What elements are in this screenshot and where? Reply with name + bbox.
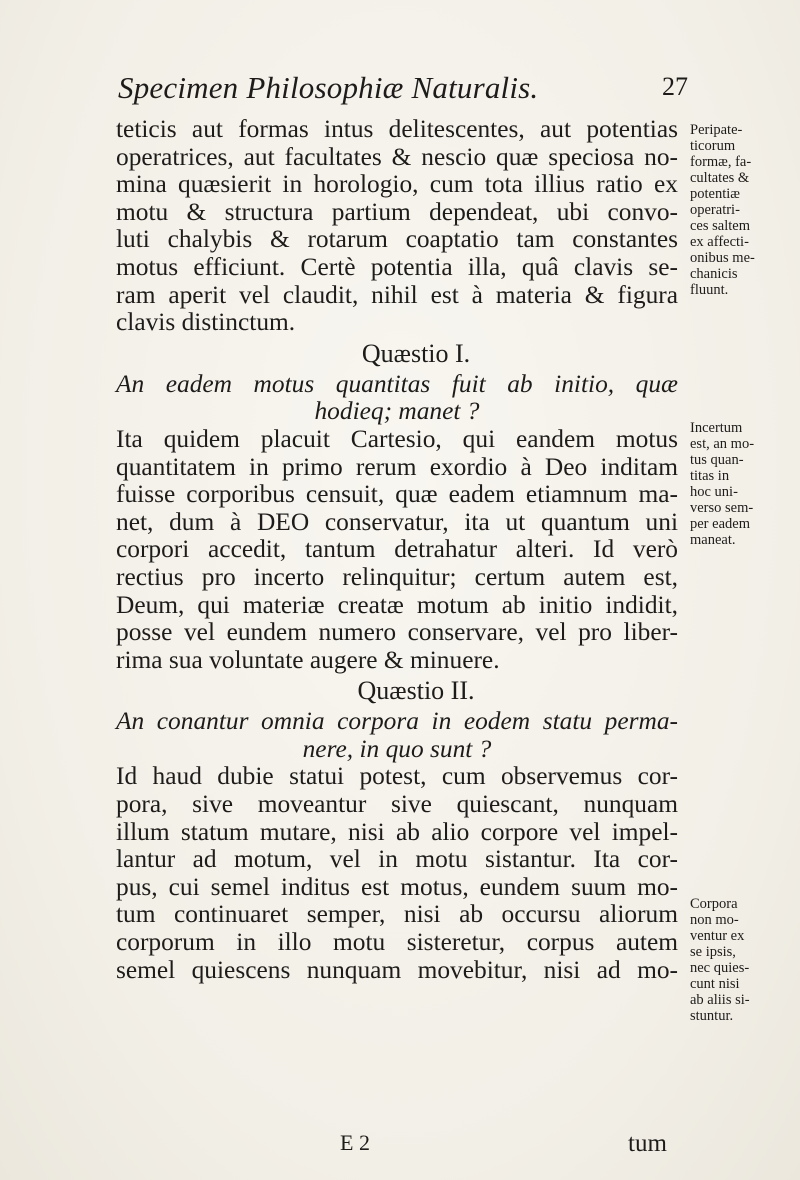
margin-note-line: se ipsis, [690,944,736,960]
text-line: pora, sive moveantur sive quiescant, nunquam [116,790,678,819]
question-title-line: nere, in quo sunt ? [302,734,492,763]
margin-note-peripatetics [690,122,794,298]
question-2-title [116,708,678,763]
paragraph-1 [116,116,678,337]
text-line: posse vel eundem numero conservare, vel pro liber- [116,618,678,647]
margin-note-line: fluunt. [690,282,729,298]
question-1-title [116,371,678,426]
margin-note-line: Peripate- [690,122,743,138]
catchword: tum [628,1130,667,1157]
text-line: motus efficiunt. Certè potentia illa, quâ clavis se- [116,252,678,281]
margin-note-line: formæ, fa- [690,154,752,170]
question-2-body [116,763,678,984]
text-line: operatrices, aut facultates & nescio quæ speciosa no- [116,142,678,171]
text-line: mina quæsierit in horologio, cum tota illius ratio ex [116,170,678,199]
margin-note-line: operatri- [690,202,740,218]
margin-note-line: titas in [690,468,730,484]
text-line: net, dum à DEO conservatur, ita ut quantum uni [116,507,678,536]
margin-note-line: hoc uni- [690,484,738,500]
margin-note-bodies [690,896,794,1024]
margin-note-line: Incertum [690,420,743,436]
question-title-line: An conantur omnia corpora in eodem statu perma- [116,707,678,736]
running-title: Specimen Philosophiæ Naturalis. [118,70,539,105]
margin-note-line: onibus me- [690,250,755,266]
question-1-heading: Quæstio I. [361,338,471,368]
margin-note-line: ticorum [690,138,736,154]
margin-note-line: cunt nisi [690,976,740,992]
text-line: rima sua voluntate augere & minuere. [116,645,500,674]
text-line: teticis aut formas intus delitescentes, aut potentias [116,115,678,143]
main-text [116,116,678,984]
margin-note-line: est, an mo- [690,436,755,452]
text-line: rectius pro incerto relinquitur; certum autem est, [116,562,678,591]
signature-mark: E 2 [340,1130,370,1155]
margin-note-line: tus quan- [690,452,744,468]
margin-note-line: maneat. [690,532,736,548]
text-line: Id haud dubie statui potest, cum observemus cor- [116,762,678,791]
text-line: motu & structura partium dependeat, ubi convo- [116,197,678,226]
text-line: illum statum mutare, nisi ab alio corpore vel impel- [116,817,678,846]
margin-note-line: chanicis [690,266,738,282]
text-line: semel quiescens nunquam movebitur, nisi ad mo- [116,955,678,984]
text-line: Ita quidem placuit Cartesio, qui eandem motus [116,424,678,453]
margin-note-line: non mo- [690,912,739,928]
margin-note-line: nec quies- [690,960,750,976]
margin-note-line: ces saltem [690,218,750,234]
text-line: corpori accedit, tantum detrahatur alteri. Id verò [116,535,678,564]
question-1-body [116,426,678,674]
margin-note-line: per eadem [690,516,750,532]
running-header [118,70,688,110]
text-line: luti chalybis & rotarum coaptatio tam constantes [116,225,678,254]
page-number: 27 [662,72,688,101]
margin-note-motion-quantity [690,420,794,548]
margin-note-line: ab aliis si- [690,992,750,1008]
text-line: corporum in illo motu sisteretur, corpus autem [116,928,678,957]
question-title-line: hodieq; manet ? [314,397,480,426]
question-title-line: An eadem motus quantitas fuit ab initio, quæ [116,369,678,398]
text-line: lantur ad motum, vel in motu sistantur. Ita cor- [116,845,678,874]
margin-note-line: cultates & [690,170,750,186]
text-line: fuisse corporibus censuit, quæ eadem etiamnum ma- [116,480,678,509]
text-line: Deum, qui materiæ creatæ motum ab initio indidit, [116,590,678,619]
margin-note-line: Corpora [690,896,738,912]
text-line: quantitatem in primo rerum exordio à Deo inditam [116,452,678,481]
text-line: pus, cui semel inditus est motus, eundem suum mo- [116,872,678,901]
margin-note-line: ventur ex [690,928,745,944]
margin-note-line: ex affecti- [690,234,749,250]
margin-note-line: potentiæ [690,186,740,202]
margin-note-line: verso sem- [690,500,754,516]
text-line: ram aperit vel claudit, nihil est à materia & figura [116,280,678,309]
text-line: tum continuaret semper, nisi ab occursu aliorum [116,900,678,929]
margin-note-line: stuntur. [690,1008,734,1024]
text-line: clavis distinctum. [116,308,296,337]
question-2-heading: Quæstio II. [357,676,475,706]
